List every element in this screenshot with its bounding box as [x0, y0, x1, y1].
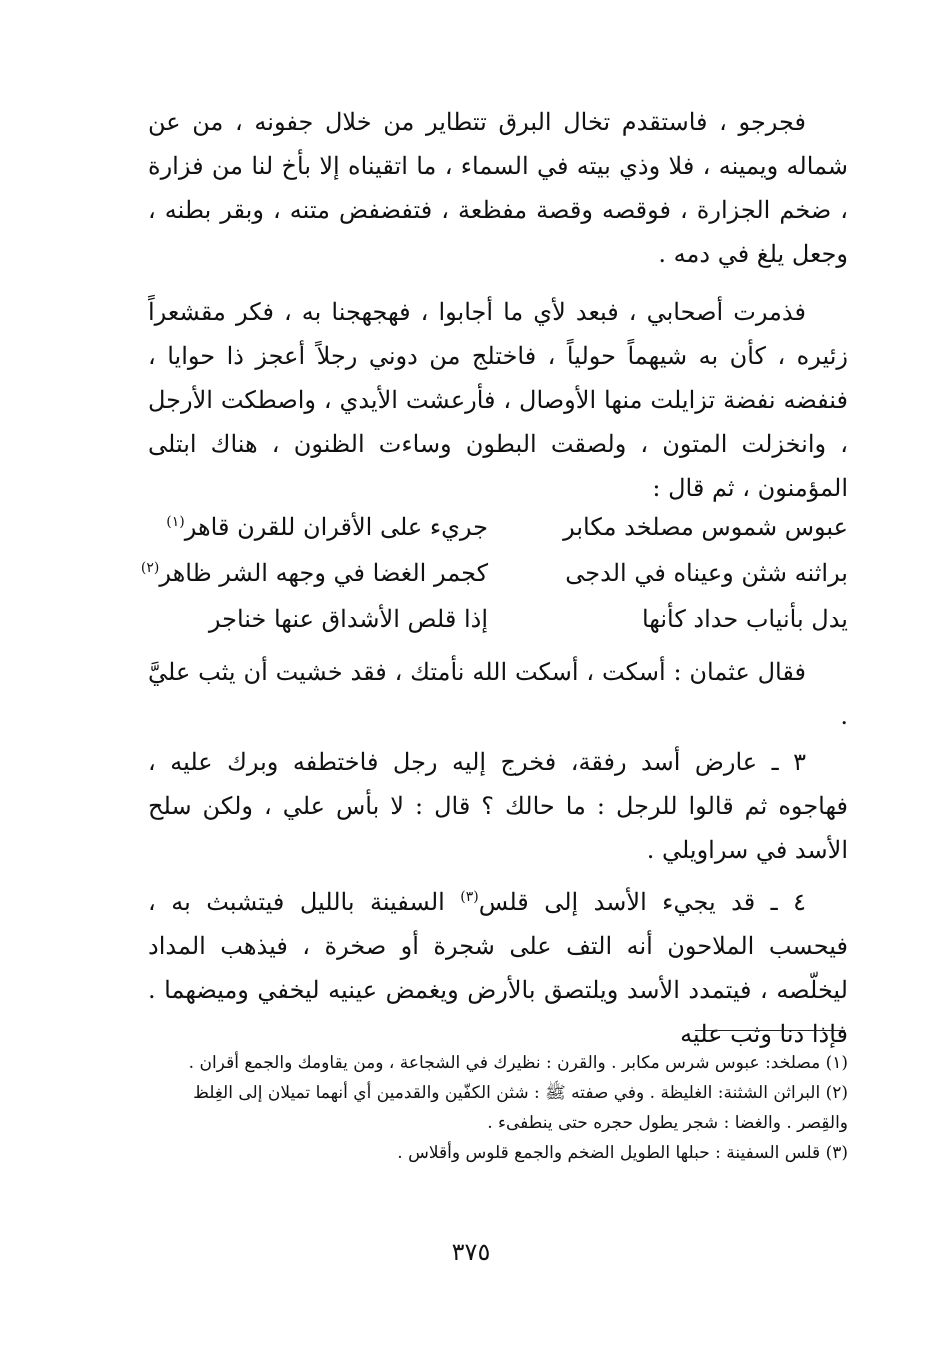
verse-second-hemistich	[148, 513, 488, 541]
paragraph-uthman	[148, 650, 848, 738]
verse-first-hemistich: عبوس شموس مصلخد مكابر	[563, 513, 848, 541]
poem-verse	[148, 504, 848, 550]
footnote-mark: (٢)	[140, 560, 160, 576]
verse-first-hemistich: يدل بأنياب حداد كأنها	[641, 605, 848, 633]
footnote: (١) مصلخد: عبوس شرس مكابر . والقرن : نظيرك في الشجاعة ، ومن يقاومك والجمع أقران .	[188, 1053, 848, 1073]
hemistich-text: جريء على الأقران للقرن قاهر	[184, 513, 488, 541]
footnote-mark: (٣)	[460, 889, 479, 905]
paragraph-text-start: ٤ ـ قد يجيء الأسد إلى قلس	[478, 888, 806, 916]
paragraph-text: فجرجو ، فاستقدم تخال البرق تتطاير من خلال جفونه ، من عن شماله ويمينه ، فلا وذي بيته في السماء ، ما اتقيناه إلا بأخ لنا من فزارة ، ضخم الجزارة ، فوقصه وقصة مفظعة ، فتفضفض متنه ، وبقر بطنه ، وجعل يلغ في دمه .	[148, 108, 848, 268]
paragraph-anecdote-3	[148, 740, 848, 872]
verse-second-hemistich	[141, 559, 488, 587]
page-number: ٣٧٥	[451, 1238, 491, 1266]
paragraph-text-end: السفينة بالليل فيتشبث به ، فيحسب الملاحون أنه التف على شجرة أو صخرة ، فيذهب المداد ليخلّصه ، فيتمدد الأسد ويلتصق بالأرض ويغمض عينيه ليخفي وميضهما . فإذا دنا وثب عليه	[148, 888, 848, 1048]
poem-verse	[148, 596, 848, 642]
footnote: (٣) قلس السفينة : حبلها الطويل الضخم والجمع قلوس وأقلاس .	[397, 1143, 848, 1163]
verse-second-hemistich	[148, 605, 488, 633]
verse-first-hemistich: براثنه شثن وعيناه في الدجى	[565, 559, 848, 587]
hemistich-text: كجمر الغضا في وجهه الشر ظاهر	[159, 559, 488, 587]
paragraph-companions	[148, 290, 848, 510]
footnote-mark: (١)	[166, 514, 185, 530]
footnote: (٢) البراثن الشثنة: الغليظة . وفي صفته ﷺ : شثن الكفّين والقدمين أي أنهما تميلان إلى الغِلظ والقِصر . والغضا : شجر يطول حجره حتى ينطفىء .	[193, 1083, 848, 1133]
paragraph-lion-attack	[148, 100, 848, 276]
footnote-divider	[695, 1030, 845, 1031]
hemistich-text: إذا قلص الأشداق عنها خناجر	[208, 605, 488, 633]
poem-verse	[140, 550, 848, 596]
footnotes	[148, 1048, 848, 1168]
paragraph-text: ٣ ـ عارض أسد رفقة، فخرج إليه رجل فاختطفه وبرك عليه ، فهاجوه ثم قالوا للرجل : ما حالك ؟ قال : لا بأس علي ، ولكن سلح الأسد في سراويلي .	[148, 748, 848, 864]
poem	[140, 504, 848, 642]
paragraph-text: فقال عثمان : أسكت ، أسكت الله نأمتك ، فقد خشيت أن يثب عليَّ .	[148, 658, 848, 730]
paragraph-text: فذمرت أصحابي ، فبعد لأي ما أجابوا ، فهجهجنا به ، فكر مقشعراً زئيره ، كأن به شيهماً حولياً ، فاختلج من دوني رجلاً أعجز ذا حوايا ، فنفضه نفضة تزايلت منها الأوصال ، فأرعشت الأيدي ، واصطكت الأرجل ، وانخزلت المتون ، ولصقت البطون وساءت الظنون ، هناك ابتلى المؤمنون ، ثم قال :	[148, 298, 848, 502]
